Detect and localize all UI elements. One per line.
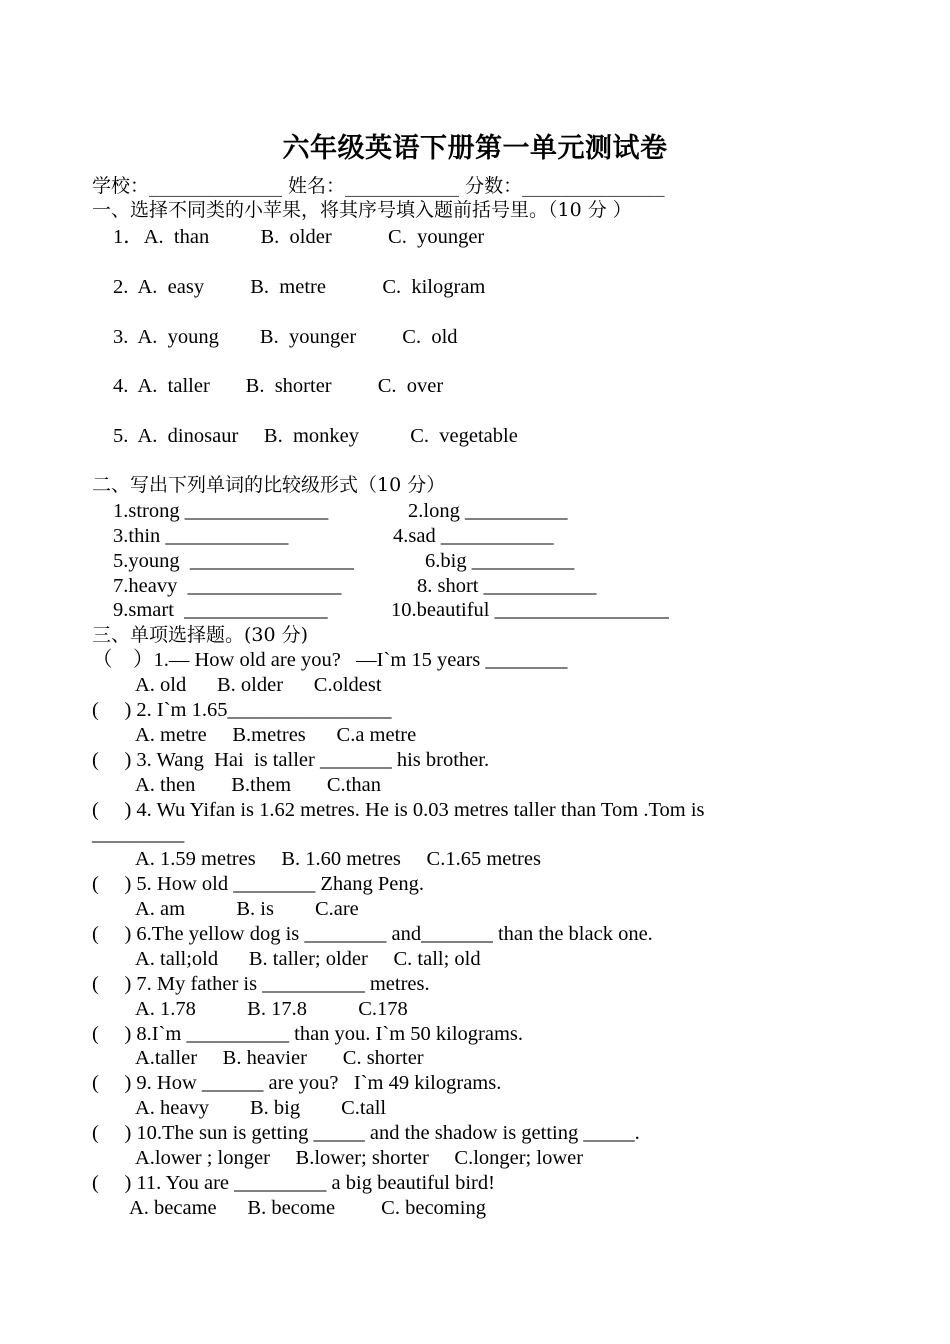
s3-q6: ( ) 6.The yellow dog is ________ and_______ than the black one. (92, 923, 653, 945)
s3-q10: ( ) 10.The sun is getting _____ and the shadow is getting _____. (92, 1122, 640, 1144)
s3-q3-options: A. then B.them C.than (135, 774, 381, 796)
s1-item-3: 3. A. young B. younger C. old (113, 326, 458, 348)
s3-q4-blank: _________ (92, 823, 185, 845)
s3-q2-options: A. metre B.metres C.a metre (135, 724, 417, 746)
s2-word-1: 1.strong ______________ (113, 500, 329, 522)
s2-word-7: 7.heavy _______________ (113, 575, 342, 597)
s3-q6-options: A. tall;old B. taller; older C. tall; old (135, 948, 481, 970)
s3-q10-options: A.lower ; longer B.lower; shorter C.longer; lower (135, 1147, 584, 1169)
s3-q4: ( ) 4. Wu Yifan is 1.62 metres. He is 0.03 metres taller than Tom .Tom is (92, 799, 705, 821)
s3-q1-options: A. old B. older C.oldest (135, 674, 382, 696)
s1-item-1: 1．A. than B. older C. younger (113, 226, 485, 248)
section2-heading: 二、写出下列单词的比较级形式（10 分） (92, 474, 446, 496)
s3-q5-options: A. am B. is C.are (135, 898, 359, 920)
student-info-line: 学校：______________ 姓名：____________ 分数：_______________ (92, 175, 665, 197)
s2-word-6: 6.big __________ (425, 550, 575, 572)
s3-q11: ( ) 11. You are _________ a big beautiful bird! (92, 1172, 495, 1194)
s3-q3: ( ) 3. Wang Hai is taller _______ his brother. (92, 749, 490, 771)
s2-word-3: 3.thin ____________ (113, 525, 289, 547)
section1-heading: 一、选择不同类的小苹果，将其序号填入题前括号里。（10 分 ） (92, 199, 632, 221)
s2-word-10: 10.beautiful _________________ (391, 599, 669, 621)
s3-q1: （ ）1.— How old are you? —I`m 15 years ________ (92, 649, 568, 671)
s3-q8-options: A.taller B. heavier C. shorter (135, 1047, 424, 1069)
s3-q7: ( ) 7. My father is __________ metres. (92, 973, 430, 995)
s3-q2: ( ) 2. I`m 1.65________________ (92, 699, 392, 721)
s3-q9-options: A. heavy B. big C.tall (135, 1097, 387, 1119)
s3-q5: ( ) 5. How old ________ Zhang Peng. (92, 873, 424, 895)
page-title: 六年级英语下册第一单元测试卷 (282, 133, 668, 164)
s2-word-5: 5.young ________________ (113, 550, 354, 572)
s2-word-2: 2.long __________ (408, 500, 568, 522)
section3-heading: 三、单项选择题。(30 分) (92, 624, 309, 646)
s3-q8: ( ) 8.I`m __________ than you. I`m 50 kilograms. (92, 1023, 524, 1045)
s2-word-8: 8. short ___________ (417, 575, 597, 597)
s1-item-4: 4. A. taller B. shorter C. over (113, 375, 444, 397)
s1-item-2: 2. A. easy B. metre C. kilogram (113, 276, 486, 298)
s2-word-9: 9.smart ______________ (113, 599, 328, 621)
s3-q7-options: A. 1.78 B. 17.8 C.178 (135, 998, 408, 1020)
s3-q4-options: A. 1.59 metres B. 1.60 metres C.1.65 metres (135, 848, 541, 870)
s3-q11-options: A. became B. become C. becoming (129, 1197, 486, 1219)
s2-word-4: 4.sad ___________ (393, 525, 554, 547)
s3-q9: ( ) 9. How ______ are you? I`m 49 kilograms. (92, 1072, 502, 1094)
s1-item-5: 5. A. dinosaur B. monkey C. vegetable (113, 425, 518, 447)
